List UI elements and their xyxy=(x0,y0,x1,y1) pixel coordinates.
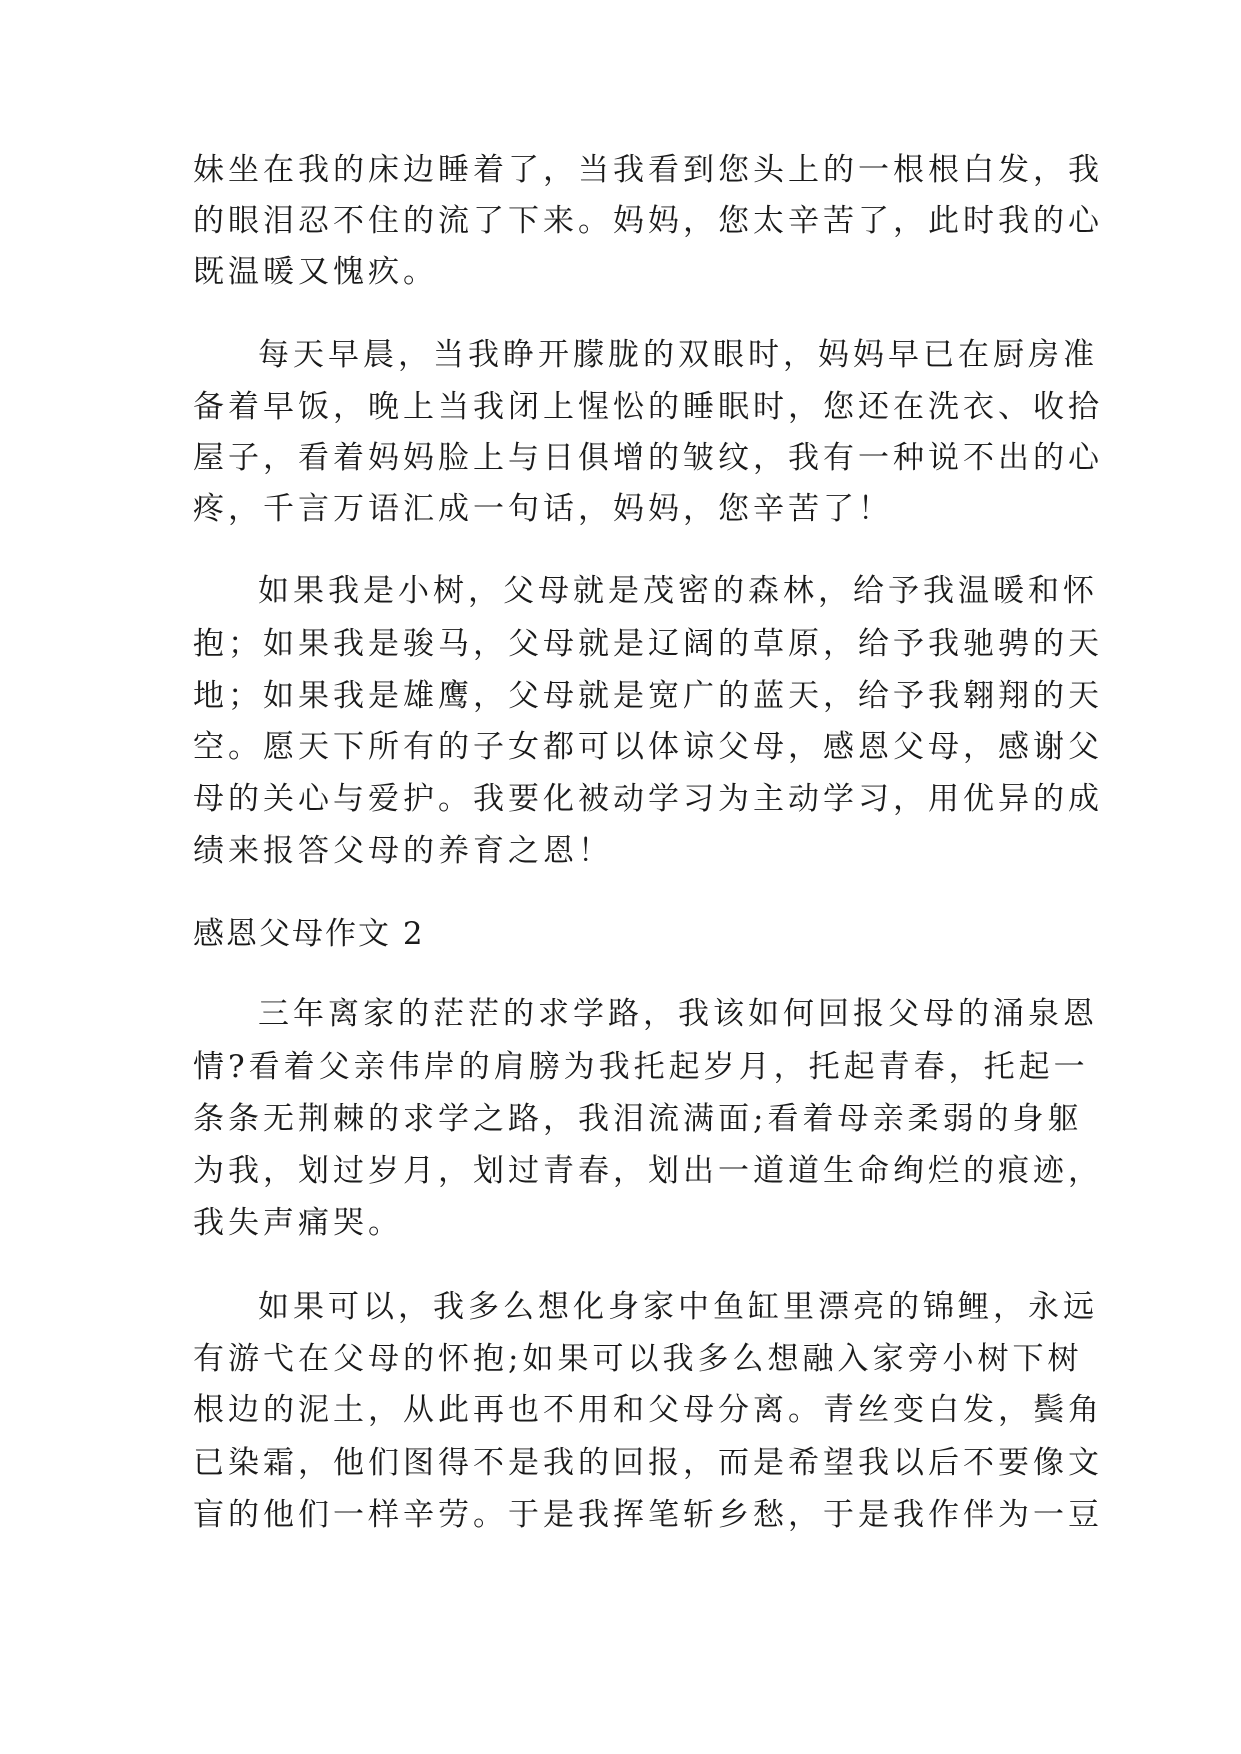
paragraph-line: 已染霜，他们图得不是我的回报，而是希望我以后不要像文 xyxy=(193,1445,1103,1481)
paragraph-line: 母的关心与爱护。我要化被动学习为主动学习，用优异的成 xyxy=(193,781,1103,817)
paragraph-line: 每天早晨，当我睁开朦胧的双眼时，妈妈早已在厨房准 xyxy=(258,337,1098,373)
paragraph-line: 既温暖又愧疚。 xyxy=(193,254,438,290)
paragraph-line: 情?看着父亲伟岸的肩膀为我托起岁月，托起青春，托起一 xyxy=(193,1049,1089,1085)
paragraph-line: 有游弋在父母的怀抱;如果可以我多么想融入家旁小树下树 xyxy=(193,1341,1083,1377)
paragraph-line: 如果我是小树，父母就是茂密的森林，给予我温暖和怀 xyxy=(258,573,1098,609)
paragraph-line: 妹坐在我的床边睡着了，当我看到您头上的一根根白发，我 xyxy=(193,152,1103,188)
paragraph-line: 三年离家的茫茫的求学路，我该如何回报父母的涌泉恩 xyxy=(258,996,1098,1032)
paragraph-line: 抱；如果我是骏马，父母就是辽阔的草原，给予我驰骋的天 xyxy=(193,626,1103,662)
paragraph-line: 如果可以，我多么想化身家中鱼缸里漂亮的锦鲤，永远 xyxy=(258,1289,1098,1325)
paragraph-line: 的眼泪忍不住的流了下来。妈妈，您太辛苦了，此时我的心 xyxy=(193,203,1103,239)
paragraph-line: 疼，千言万语汇成一句话，妈妈，您辛苦了！ xyxy=(193,491,893,527)
paragraph-line: 我失声痛哭。 xyxy=(193,1205,403,1241)
paragraph-line: 备着早饭，晚上当我闭上惺忪的睡眠时，您还在洗衣、收拾 xyxy=(193,389,1103,425)
paragraph-line: 为我，划过岁月，划过青春，划出一道道生命绚烂的痕迹， xyxy=(193,1153,1103,1189)
paragraph-line: 绩来报答父母的养育之恩！ xyxy=(193,833,613,869)
paragraph-line: 屋子，看着妈妈脸上与日俱增的皱纹，我有一种说不出的心 xyxy=(193,440,1103,476)
paragraph-line: 空。愿天下所有的子女都可以体谅父母，感恩父母，感谢父 xyxy=(193,729,1103,765)
section-heading: 感恩父母作文 2 xyxy=(193,916,425,952)
paragraph-line: 地；如果我是雄鹰，父母就是宽广的蓝天，给予我翱翔的天 xyxy=(193,678,1103,714)
paragraph-line: 条条无荆棘的求学之路，我泪流满面;看着母亲柔弱的身躯 xyxy=(193,1101,1083,1137)
paragraph-line: 根边的泥土，从此再也不用和父母分离。青丝变白发，鬓角 xyxy=(193,1392,1103,1428)
paragraph-line: 盲的他们一样辛劳。于是我挥笔斩乡愁，于是我作伴为一豆 xyxy=(193,1497,1103,1533)
